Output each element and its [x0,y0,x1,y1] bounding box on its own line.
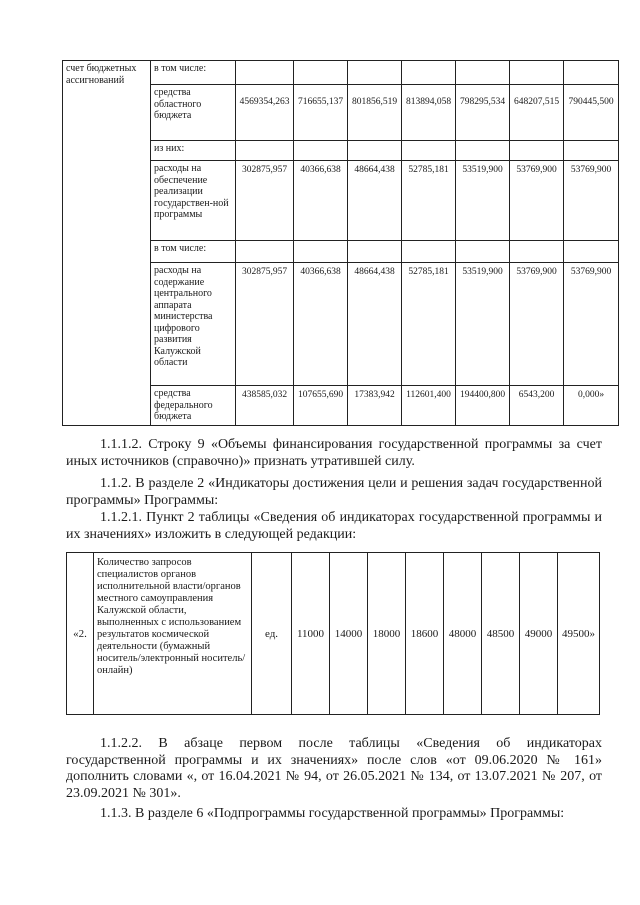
table-row: расходы на обеспечение реализации государствен-ной программы 302875,957 40366,638 48664,438 52785,181 53519,900 53769,900 53769,900 [63,161,619,241]
paragraph-2: 1.1.2. В разделе 2 «Индикаторы достижения цели и решения задач государственной программы» Программы: [66,476,602,508]
paragraph-3: 1.1.2.1. Пункт 2 таблицы «Сведения об индикаторах государственной программы и их значениях» изложить в следующей редакции: [66,510,602,542]
indicator-table [66,552,600,715]
paragraph-5: 1.1.3. В разделе 6 «Подпрограммы государственной программы» Программы: [100,806,565,821]
table-row: средства областного бюджета 4569354,263 716655,137 801856,519 813894,058 798295,534 648207,515 790445,500 [63,85,619,141]
row-label: из них: [151,141,236,161]
paragraph-4: 1.1.2.2. В абзаце первом после таблицы «Сведения об индикаторах государственной программы и их значениях» после слов «от 09.06.2020 № 161» дополнить словами «, от 16.04.2021 № 94, от 26.05.2021 № 134, от 13.07.2021 № 207, от 23.09.2021 № 301». [66,736,602,801]
row-number: «2. [67,553,94,715]
paragraph-1: 1.1.1.2. Строку 9 «Объемы финансирования государственной программы за счет иных источников (справочно)» признать утратившей силу. [66,437,602,469]
row-label: расходы на содержание центрального аппарата министерства цифрового развития Калужской области [151,263,236,386]
financing-category-cell: счет бюджетных ассигнований [63,61,151,426]
table-row: «2. Количество запросов специалистов органов исполнительной власти/органов местного самоуправления Калужской области, выполненных с использованием результатов космической деятельности (бумажный носитель/электронный носитель/онлайн) ед. 11000 14000 18000 18600 48000 48500 49000 49500» [67,553,600,715]
table-row: средства федерального бюджета 438585,032 107655,690 17383,942 112601,400 194400,800 6543,200 0,000» [63,386,619,426]
table-row: расходы на содержание центрального аппарата министерства цифрового развития Калужской области 302875,957 40366,638 48664,438 52785,181 53519,900 53769,900 53769,900 [63,263,619,386]
financing-table [62,60,619,426]
row-label: в том числе: [151,241,236,263]
indicator-name: Количество запросов специалистов органов исполнительной власти/органов местного самоуправления Калужской области, выполненных с использованием результатов космической деятельности (бумажный носитель/электронный носитель/онлайн) [94,553,252,715]
row-label: средства областного бюджета [151,85,236,141]
row-label: в том числе: [151,61,236,85]
row-label: средства федерального бюджета [151,386,236,426]
row-label: расходы на обеспечение реализации государствен-ной программы [151,161,236,241]
unit: ед. [252,553,292,715]
